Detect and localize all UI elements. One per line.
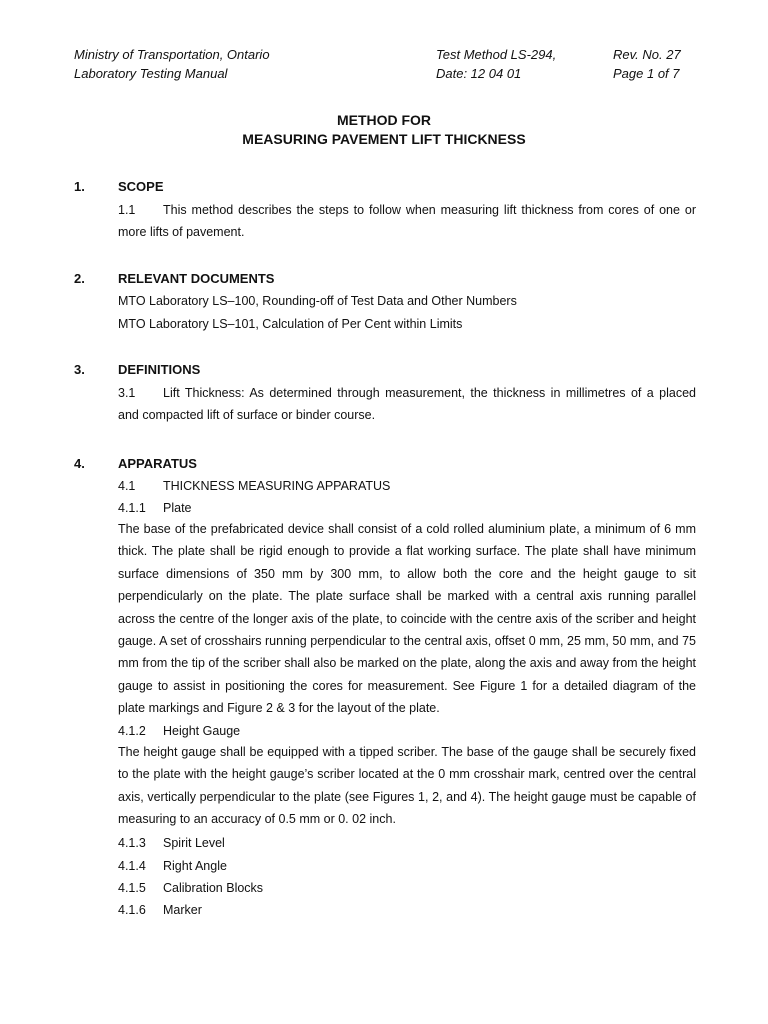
doc-reference-ls100: MTO Laboratory LS–100, Rounding-off of Test Data and Other Numbers <box>118 294 517 308</box>
subsection-title: Marker <box>163 903 202 917</box>
section-title: APPARATUS <box>118 456 197 471</box>
paragraph-text: This method describes the steps to follow when measuring lift thickness from cores of one or more lifts of pavement. <box>118 203 696 240</box>
subsection-number: 4.1.3 <box>118 836 146 850</box>
subsection-title: THICKNESS MEASURING APPARATUS <box>163 479 391 493</box>
subsection-title: Height Gauge <box>163 724 241 738</box>
subsection-number: 4.1.6 <box>118 903 146 917</box>
section-number: 1. <box>74 179 85 194</box>
header-org-line2: Laboratory Testing Manual <box>74 66 228 81</box>
header-organization <box>74 45 270 83</box>
subsection-4-1-1 <box>118 499 192 517</box>
section-number: 2. <box>74 271 85 286</box>
height-gauge-paragraph: The height gauge shall be equipped with a tipped scriber. The base of the gauge shall be securely fixed to the plate with the height gauge’s scriber located at the 0 mm crosshair mark, centred over the central axis, vertically perpendicular to the plate (see Figures 1, 2, and 4). The height gauge must be capable of measuring to an accuracy of 0.5 mm or 0. 02 inch. <box>118 745 696 827</box>
header-org-line1: Ministry of Transportation, Ontario <box>74 47 270 62</box>
subsection-4-1 <box>118 477 390 495</box>
header-page-line: Page 1 of 7 <box>613 66 680 81</box>
subsection-title: Spirit Level <box>163 836 225 850</box>
section-number: 4. <box>74 456 85 471</box>
plate-description-paragraph: The base of the prefabricated device shall consist of a cold rolled aluminium plate, a minimum of 6 mm thick. The plate shall be rigid enough to provide a flat working surface. The plate shall have minimum surface dimensions of 350 mm by 300 mm, to allow both the core and the height gauge to sit perpendicularly on the plate. The plate surface shall be marked with a central axis running parallel across the centre of the longer axis of the plate, to coincide with the centre axis of the scriber and height gauge. A set of crosshairs running perpendicular to the central axis, offset 0 mm, 25 mm, 50 mm, and 75 mm from the tip of the scriber shall also be marked on the plate, along the axis and away from the height gauge to assist in positioning the cores for measurement. See Figure 1 for a detailed diagram of the plate markings and Figure 2 & 3 for the layout of the plate. <box>118 522 696 716</box>
subsection-4-1-5 <box>118 879 263 897</box>
section-number: 3. <box>74 362 85 377</box>
scope-paragraph <box>118 199 696 244</box>
document-title <box>0 111 768 149</box>
subsection-number: 4.1.4 <box>118 859 146 873</box>
subsection-number: 4.1.1 <box>118 501 146 515</box>
subsection-title: Calibration Blocks <box>163 881 264 895</box>
section-title: RELEVANT DOCUMENTS <box>118 271 275 286</box>
subsection-title: Right Angle <box>163 859 227 873</box>
subsection-title: Plate <box>163 501 192 515</box>
subsection-4-1-6 <box>118 901 202 919</box>
header-date-line: Date: 12 04 01 <box>436 66 522 81</box>
header-method <box>436 45 556 83</box>
subsection-4-1-2 <box>118 722 240 740</box>
subsection-4-1-4 <box>118 857 227 875</box>
subsection-4-1-3 <box>118 834 225 852</box>
paragraph-number: 3.1 <box>118 386 136 400</box>
subsection-number: 4.1.2 <box>118 724 146 738</box>
paragraph-text: Lift Thickness: As determined through measurement, the thickness in millimetres of a placed and compacted lift of surface or binder course. <box>118 386 696 423</box>
paragraph-number: 1.1 <box>118 203 136 217</box>
section-title: DEFINITIONS <box>118 362 201 377</box>
title-line1: METHOD FOR <box>336 112 432 128</box>
header-rev-line: Rev. No. 27 <box>613 47 681 62</box>
header-method-line: Test Method LS-294, <box>436 47 557 62</box>
definition-lift-thickness <box>118 382 696 427</box>
header-revision <box>613 45 681 83</box>
title-line2: MEASURING PAVEMENT LIFT THICKNESS <box>242 131 526 147</box>
subsection-number: 4.1.5 <box>118 881 146 895</box>
section-title: SCOPE <box>118 179 164 194</box>
subsection-number: 4.1 <box>118 479 136 493</box>
doc-reference-ls101: MTO Laboratory LS–101, Calculation of Per Cent within Limits <box>118 317 463 331</box>
